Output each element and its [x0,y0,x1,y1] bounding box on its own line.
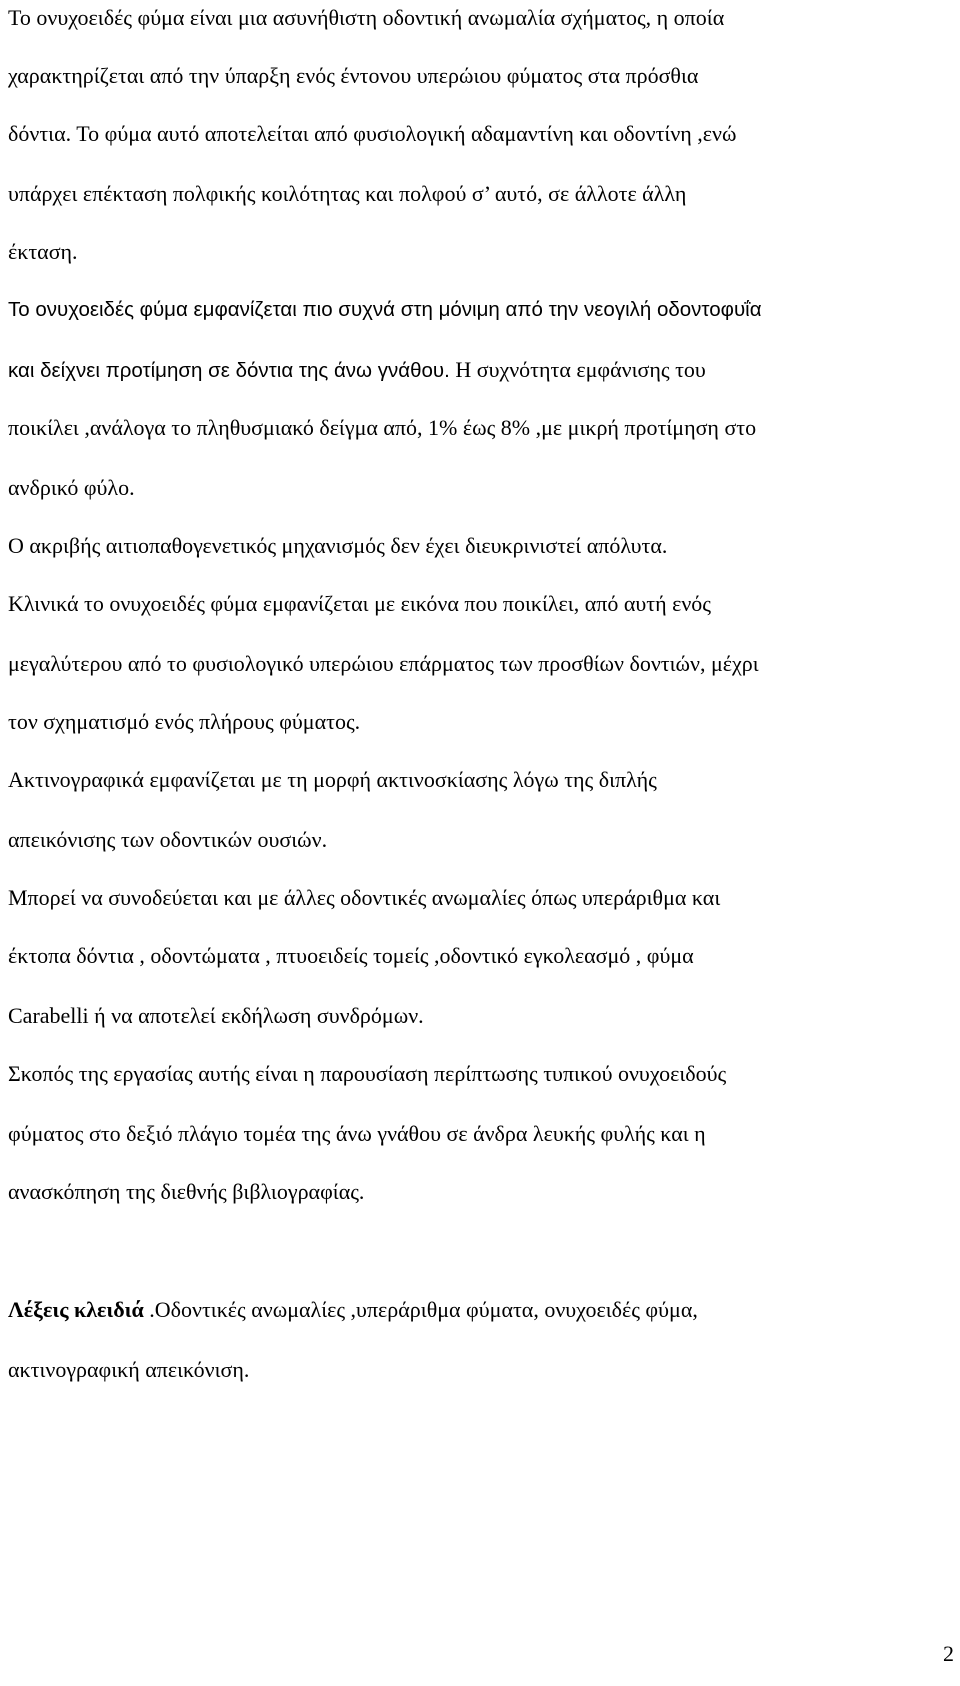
paragraph-2-continuation: Η συχνότητα εμφάνισης του [449,357,706,382]
paragraph-1-line-1: Το ονυχοειδές φύμα είναι μια ασυνήθιστη οδοντική ανωμαλία σχήματος, η οποία [8,5,725,30]
paragraph-3-line-1: ποικίλει ,ανάλογα το πληθυσμιακό δείγμα από, 1% έως 8% ,με μικρή προτίμηση στο [8,415,757,440]
paragraph-1-line-2: χαρακτηρίζεται από την ύπαρξη ενός έντονου υπερώιου φύματος στα πρόσθια [8,63,699,88]
paragraph-1-line-3: δόντια. Το φύμα αυτό αποτελείται από φυσιολογική αδαμαντίνη και οδοντίνη ,ενώ [8,121,737,146]
paragraph-1-line-5: έκταση. [8,239,78,264]
paragraph-8-line-2: φύματος στο δεξιό πλάγιο τομέα της άνω γνάθου σε άνδρα λευκής φυλής και η [8,1121,706,1146]
page-number: 2 [943,1641,954,1666]
paragraph-2-line-1: Το ονυχοειδές φύμα εμφανίζεται πιο συχνά στη μόνιμη από την νεογιλή οδοντοφυΐα [8,298,762,321]
paragraph-5-line-1: Κλινικά το ονυχοειδές φύμα εμφανίζεται με εικόνα που ποικίλει, από αυτή ενός [8,591,712,616]
paragraph-2-line-2-sans: και δείχνει προτίμηση σε δόντια της άνω γνάθου. [8,359,450,382]
keywords-line-2: ακτινογραφική απεικόνιση. [8,1357,250,1382]
paragraph-2-line-2 [8,356,706,384]
paragraph-7-line-1: Μπορεί να συνοδεύεται και με άλλες οδοντικές ανωμαλίες όπως υπεράριθμα και [8,885,721,910]
paragraph-7-line-2: έκτοπα δόντια , οδοντώματα , πτυοειδείς τομείς ,οδοντικό εγκολεασμό , φύμα [8,943,694,968]
paragraph-5-line-3: τον σχηματισμό ενός πλήρους φύματος. [8,709,361,734]
keywords-label: Λέξεις κλειδιά [8,1297,144,1322]
paragraph-1-line-4: υπάρχει επέκταση πολφικής κοιλότητας και πολφού σ’ αυτό, σε άλλοτε άλλη [8,181,687,206]
paragraph-3-line-2: ανδρικό φύλο. [8,475,135,500]
paragraph-6-line-1: Ακτινογραφικά εμφανίζεται με τη μορφή ακτινοσκίασης λόγω της διπλής [8,767,657,792]
paragraph-8-line-3: ανασκόπηση της διεθνής βιβλιογραφίας. [8,1179,365,1204]
paragraph-5-line-2: μεγαλύτερου από το φυσιολογικό υπερώιου επάρματος των προσθίων δοντιών, μέχρι [8,651,759,676]
paragraph-6-line-2: απεικόνισης των οδοντικών ουσιών. [8,827,328,852]
keywords-text: .Οδοντικές ανωμαλίες ,υπεράριθμα φύματα, ονυχοειδές φύμα, [143,1297,698,1322]
paragraph-7-line-3: Carabelli ή να αποτελεί εκδήλωση συνδρόμων. [8,1003,424,1028]
keywords-line-1 [8,1296,698,1324]
paragraph-4: Ο ακριβής αιτιοπαθογενετικός μηχανισμός δεν έχει διευκρινιστεί απόλυτα. [8,533,668,558]
paragraph-8-line-1: Σκοπός της εργασίας αυτής είναι η παρουσίαση περίπτωσης τυπικού ονυχοειδούς [8,1061,727,1086]
